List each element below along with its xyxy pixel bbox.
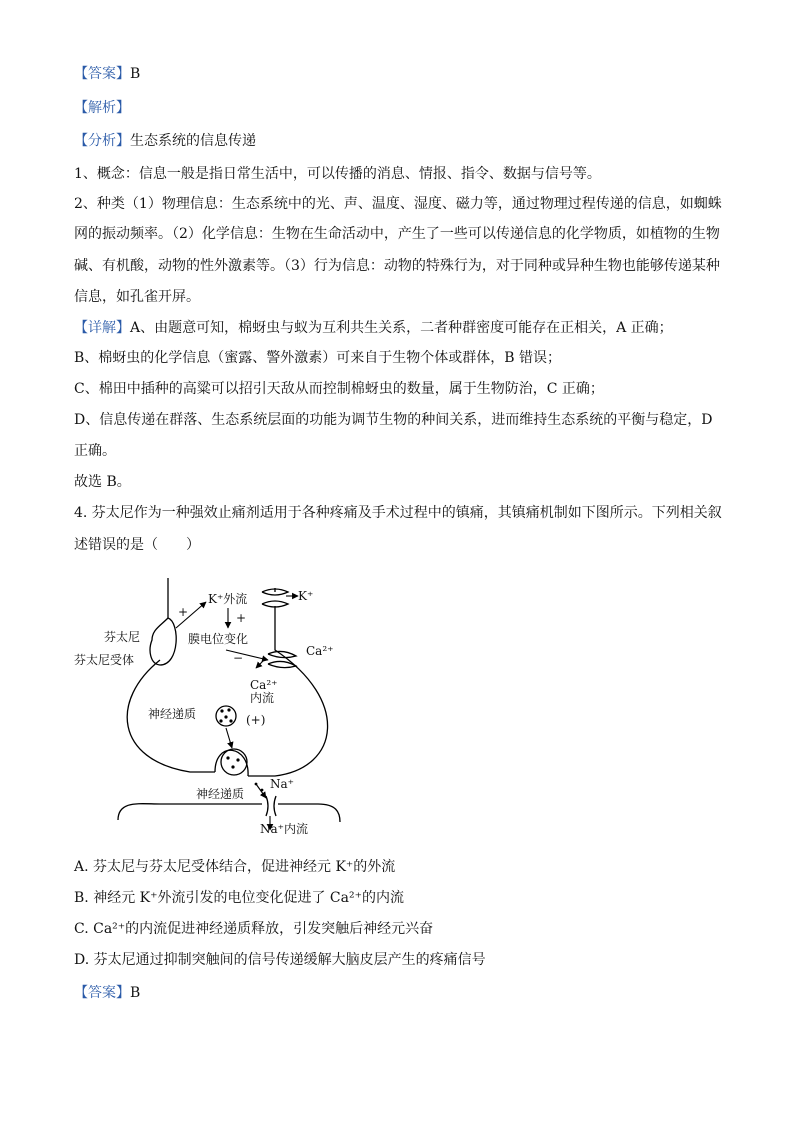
k-ion-label: K⁺	[298, 589, 314, 603]
answer-value-2: B	[130, 985, 141, 1001]
choose-line: 故选 B。	[74, 474, 131, 490]
answer-bracket-2: 【答案】	[74, 985, 130, 1001]
plus-sign-2: +	[236, 611, 247, 625]
answer-bracket: 【答案】	[74, 66, 130, 82]
na-inflow-label: Na⁺内流	[260, 822, 308, 836]
analysis-title: 生态系统的信息传递	[130, 133, 256, 149]
point2-line2: 网的振动频率。（2）化学信息：生物在生命活动中，产生了一些可以传递信息的化学物质，如植物的生物	[74, 226, 720, 242]
ca-inflow-label-2: 内流	[250, 691, 275, 705]
na-ion-label: Na⁺	[270, 777, 294, 791]
option-d: D. 芬太尼通过抑制突触间的信号传递缓解大脑皮层产生的疼痛信号	[74, 952, 486, 968]
question4-line1: 4. 芬太尼作为一种强效止痛剂适用于各种疼痛及手术过程中的镇痛，其镇痛机制如下图所示。下列相关叙	[74, 505, 722, 521]
neurotransmitter-label: 神经递质	[148, 707, 197, 721]
fentanyl-mechanism-diagram	[64, 570, 364, 850]
minus-sign: −	[233, 651, 244, 665]
k-outflow-label: K⁺外流	[208, 592, 248, 606]
detail-c: C、棉田中插种的高粱可以招引天敌从而控制棉蚜虫的数量，属于生物防治，C 正确；	[74, 381, 604, 397]
analysis-label: 【解析】	[74, 100, 130, 116]
detail-line	[74, 318, 673, 338]
detail-d-line2: 正确。	[74, 443, 116, 459]
plus-sign-1: +	[178, 605, 189, 619]
membrane-potential-label: 膜电位变化	[188, 632, 249, 646]
answer-value: B	[130, 66, 141, 82]
detail-b: B、棉蚜虫的化学信息（蜜露、警外激素）可来自于生物个体或群体，B 错误；	[74, 350, 562, 366]
analysis-bracket: 【分析】	[74, 133, 130, 149]
answer-line	[74, 64, 140, 84]
ca-ion-label: Ca²⁺	[306, 644, 334, 658]
option-b: B. 神经元 K⁺外流引发的电位变化促进了 Ca²⁺的内流	[74, 890, 404, 906]
point2-line1: 2、种类（1）物理信息：生态系统中的光、声、温度、湿度、磁力等，通过物理过程传递的信息，如蜘蛛	[74, 196, 722, 212]
neurotransmitter-label-2: 神经递质	[196, 787, 245, 801]
detail-bracket: 【详解】	[74, 320, 130, 336]
point2-line4: 信息，如孔雀开屏。	[74, 289, 200, 305]
analysis-title-line	[74, 131, 256, 151]
detail-text: A、由题意可知，棉蚜虫与蚁为互利共生关系，二者种群密度可能存在正相关，A 正确；	[130, 320, 673, 336]
question4-line2: 述错误的是（ ）	[74, 537, 200, 553]
detail-d-line1: D、信息传递在群落、生态系统层面的功能为调节生物的种间关系，进而维持生态系统的平衡与稳定，D	[74, 412, 713, 428]
fentanyl-receptor-label: 芬太尼受体	[74, 653, 135, 667]
point1: 1、概念：信息一般是指日常生活中，可以传播的消息、情报、指令、数据与信号等。	[74, 166, 601, 182]
answer-line-2	[74, 983, 140, 1003]
option-c: C. Ca²⁺的内流促进神经递质释放，引发突触后神经元兴奋	[74, 921, 434, 937]
plus-paren-label: (+)	[246, 713, 266, 727]
fentanyl-label: 芬太尼	[104, 630, 141, 644]
ca-inflow-label-1: Ca²⁺	[250, 678, 278, 692]
point2-line3: 碱、有机酸，动物的性外激素等。（3）行为信息：动物的特殊行为，对于同种或异种生物也能够传递某种	[74, 258, 720, 274]
option-a: A. 芬太尼与芬太尼受体结合，促进神经元 K⁺的外流	[74, 859, 396, 875]
